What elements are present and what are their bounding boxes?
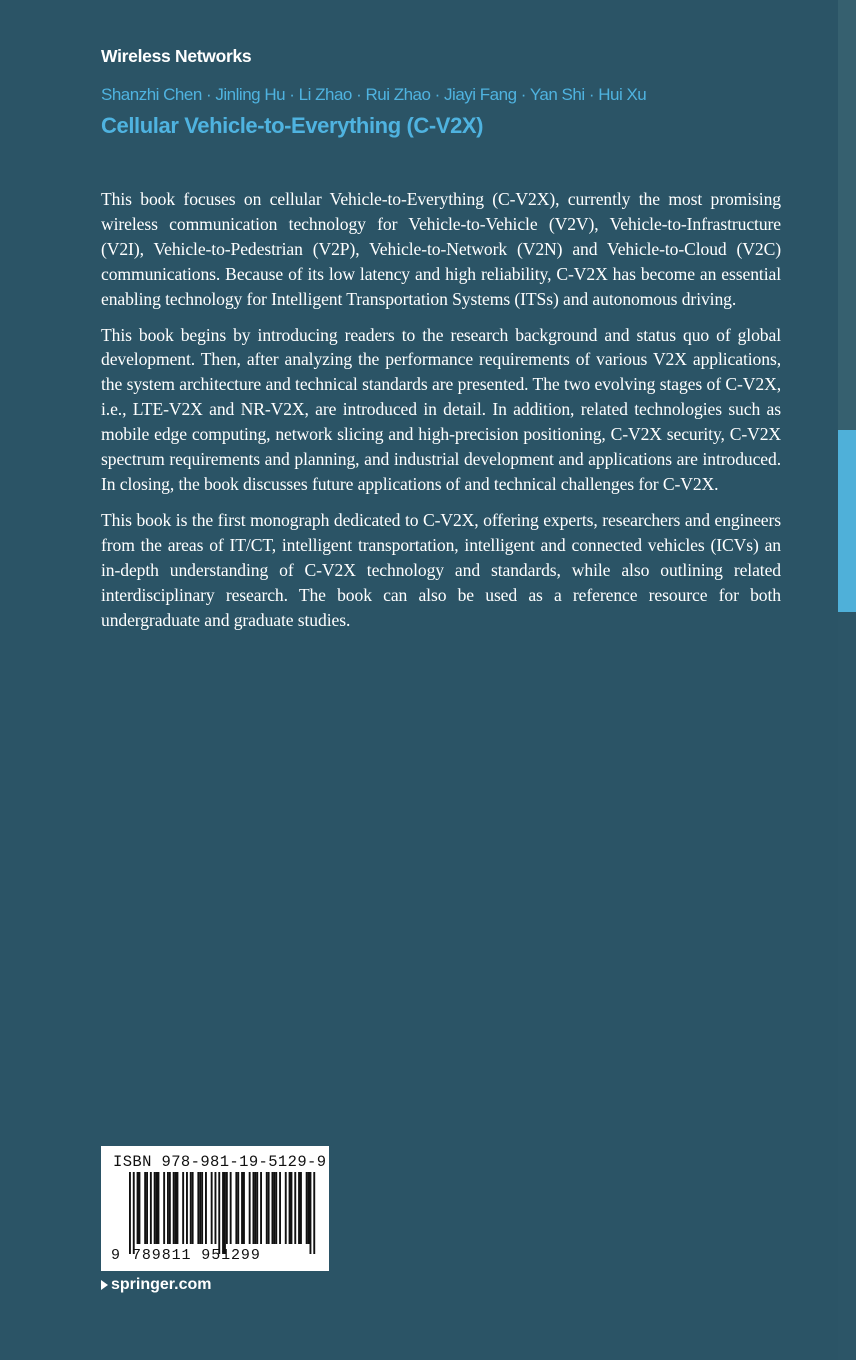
- barcode-bar: [253, 1172, 255, 1244]
- barcode-bar: [268, 1172, 270, 1244]
- barcode-bar: [150, 1172, 152, 1244]
- barcode-bar: [137, 1172, 139, 1244]
- barcode-bar: [154, 1172, 156, 1244]
- barcode-bar: [205, 1172, 207, 1244]
- barcode-bar: [298, 1172, 300, 1244]
- barcode-bar: [291, 1172, 293, 1244]
- barcode-bar: [256, 1172, 258, 1244]
- barcode-bar: [273, 1172, 275, 1244]
- barcode-bar: [226, 1172, 228, 1244]
- barcode-bar: [215, 1172, 217, 1244]
- barcode-bar: [224, 1172, 226, 1254]
- barcode-bar: [186, 1172, 188, 1244]
- barcode-bar: [146, 1172, 148, 1244]
- barcode-bar: [272, 1172, 274, 1244]
- description-paragraph-1: This book focuses on cellular Vehicle-to-Everything (C-V2X), currently the most promising wireless communication technology for Vehicle-to-Vehicle (V2V), Vehicle-to-Infrastructure (V2I), Vehicle-to-Pedestrian (V2P), Vehicle-to-Network (V2N) and Vehicle-to-Cloud (V2C) communications. Because of its low latency and high reliability, C-V2X has become an essential enabling technology for Intelligent Transportation Systems (ITSs) and autonomous driving.: [101, 189, 781, 309]
- book-title: Cellular Vehicle-to-Everything (C-V2X): [101, 113, 484, 138]
- barcode-bar: [308, 1172, 310, 1244]
- barcode-bar: [177, 1172, 179, 1244]
- barcode-bar: [190, 1172, 192, 1244]
- series-name: Wireless Networks: [101, 46, 252, 66]
- publisher-website[interactable]: [101, 1276, 211, 1294]
- barcode-bar: [169, 1172, 171, 1244]
- barcode-bar: [285, 1172, 287, 1244]
- spine-edge: [838, 0, 856, 1360]
- barcode-bar: [175, 1172, 177, 1244]
- barcode-bar: [237, 1172, 239, 1244]
- barcode-bar: [294, 1172, 296, 1244]
- book-description: [101, 187, 781, 643]
- barcode-bar: [201, 1172, 203, 1244]
- barcode-bar: [310, 1172, 312, 1254]
- barcode-digits: 789811 951299: [132, 1247, 261, 1264]
- barcode-bars: [129, 1172, 319, 1254]
- barcode-bar: [218, 1172, 220, 1254]
- barcode-first-digit: 9: [111, 1247, 121, 1264]
- barcode-bar: [129, 1172, 131, 1254]
- barcode-bar: [197, 1172, 199, 1244]
- arrow-right-icon: [101, 1280, 108, 1290]
- barcode-bar: [289, 1172, 291, 1244]
- barcode-bar: [313, 1172, 315, 1254]
- barcode-bar: [241, 1172, 243, 1244]
- spine-accent-stripe: [838, 430, 856, 612]
- barcode-bar: [266, 1172, 268, 1244]
- isbn-label: ISBN 978-981-19-5129-9: [113, 1153, 327, 1171]
- author-list: Shanzhi Chen · Jinling Hu · Li Zhao · Rui Zhao · Jiayi Fang · Yan Shi · Hui Xu: [101, 85, 647, 104]
- barcode-bar: [260, 1172, 262, 1244]
- barcode-bar: [306, 1172, 308, 1244]
- barcode-bar: [222, 1172, 224, 1254]
- barcode-bar: [133, 1172, 135, 1254]
- barcode-bar: [167, 1172, 169, 1244]
- barcode-bar: [211, 1172, 213, 1244]
- barcode-bar: [254, 1172, 256, 1244]
- barcode-bar: [243, 1172, 245, 1244]
- barcode-bar: [230, 1172, 232, 1244]
- barcode-bar: [249, 1172, 251, 1244]
- barcode-bar: [156, 1172, 158, 1244]
- website-label: springer.com: [111, 1276, 212, 1293]
- isbn-barcode: [101, 1146, 329, 1271]
- barcode-bar: [144, 1172, 146, 1244]
- barcode-bar: [300, 1172, 302, 1244]
- barcode-bar: [279, 1172, 281, 1244]
- barcode-bar: [199, 1172, 201, 1244]
- description-paragraph-3: This book is the first monograph dedicated to C-V2X, offering experts, researchers and engineers from the areas of IT/CT, intelligent transportation, intelligent and connected vehicles (ICVs) an in-depth understanding of C-V2X technology and standards, while also outlining related interdisciplinary research. The book can also be used as a reference resource for both undergraduate and graduate studies.: [101, 509, 781, 630]
- barcode-bar: [182, 1172, 184, 1244]
- barcode-bar: [139, 1172, 141, 1244]
- barcode-bar: [235, 1172, 237, 1244]
- barcode-bar: [158, 1172, 160, 1244]
- barcode-bar: [192, 1172, 194, 1244]
- barcode-bar: [173, 1172, 175, 1244]
- description-paragraph-2: This book begins by introducing readers to the research background and status quo of global development. Then, after analyzing the performance requirements of various V2X applications, the system architecture and technical standards are presented. The two evolving stages of C-V2X, i.e., LTE-V2X and NR-V2X, are introduced in detail. In addition, related technologies such as mobile edge computing, network slicing and high-precision positioning, C-V2X security, C-V2X spectrum requirements and planning, and industrial development and applications are introduced. In closing, the book discusses future applications of and technical challenges for C-V2X.: [101, 324, 781, 494]
- barcode-bar: [163, 1172, 165, 1244]
- barcode-bar: [275, 1172, 277, 1244]
